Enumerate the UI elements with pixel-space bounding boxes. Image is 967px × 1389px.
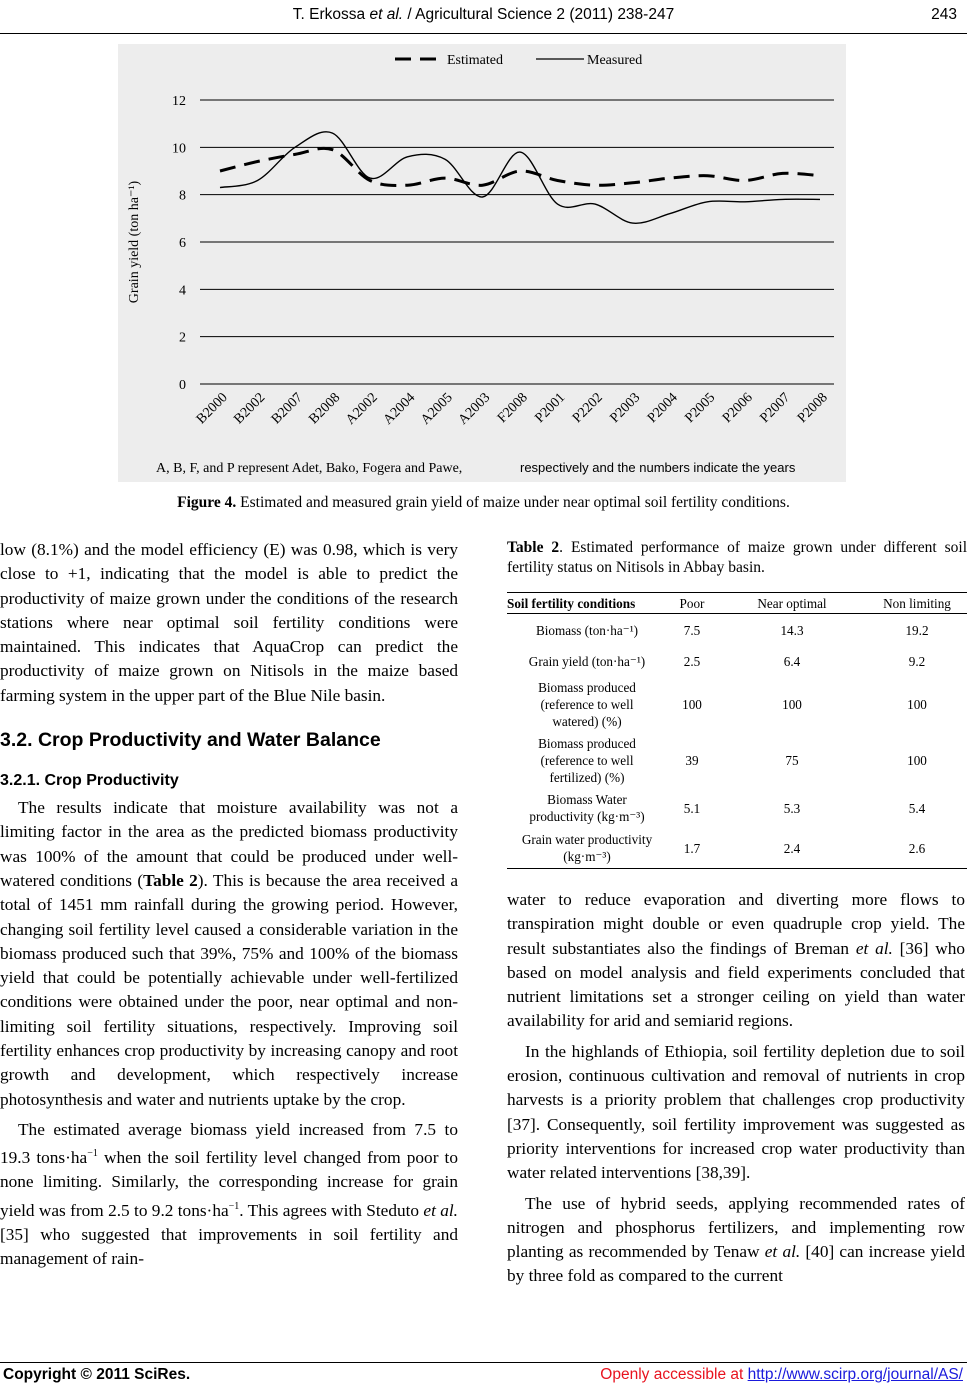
figure-caption: Figure 4. Estimated and measured grain yield of maize under near optimal soil fertility conditions. (177, 494, 790, 511)
paragraph: The use of hybrid seeds, applying recommended rates of nitrogen and phosphorus fertilizers, and implementing row planting as recommended by Tenaw et al. [40] can increase yield by three fold as compared to the current (507, 1193, 965, 1286)
paragraph: The estimated average biomass yield increased from 7.5 to 19.3 $tons\cdot ha^{-1}$ when the soil fertility level changed from poor to none limiting. Similarly, the corresponding increase for grain yield was from 2.5 to 9.2 $tons\cdot ha^{-1}$. This agrees with Steduto et al. [35] who suggested that improvements in soil fertility and management of rain- (0, 1119, 459, 1268)
x-tick-label: P2005 (682, 390, 719, 427)
figure-note: respectively and the numbers indicate the years (520, 460, 796, 475)
x-tick-label: B2002 (231, 390, 269, 428)
table-row: Grain yield (ton·ha⁻¹) 2.5 6.4 9.2 (528, 653, 926, 669)
legend-label-measured: Measured (587, 53, 643, 68)
y-tick-label: 10 (172, 141, 186, 157)
header-rule (0, 33, 967, 34)
access-note: Openly accessible at http://www.scirp.org/journal/AS/ (600, 1366, 963, 1383)
table-row: Biomass Water productivity (kg·m⁻³) 5.1 5.3 5.4 (529, 792, 926, 824)
figure-note: A, B, F, and P represent Adet, Bako, Fogera and Pawe, (156, 461, 463, 476)
running-title: T. Erkossa et al. / Agricultural Science 2 (2011) 238-247 (292, 6, 675, 23)
y-axis-label: Grain yield (ton ha⁻¹) (127, 180, 142, 304)
x-tick-label: A2004 (380, 390, 419, 428)
paragraph: water to reduce evaporation and diverting more flows to transpiration might double or even quadruple crop yield. The result substantiates also the findings of Breman et al. [36] who based on model analysis and field experiments concluded that nutrient limitations set a stronger ceiling on yield than water availability for arid and semiarid regions. (507, 890, 965, 1031)
footer-rule (0, 1362, 967, 1363)
x-tick-label: B2007 (268, 390, 306, 428)
section-heading: 3.2. Crop Productivity and Water Balance (0, 729, 381, 752)
grain-yield-chart (118, 44, 846, 482)
journal-link[interactable]: http://www.scirp.org/journal/AS/ (747, 1366, 963, 1383)
column-header: Near optimal (757, 595, 827, 611)
paragraph: low (8.1%) and the model efficiency (E) was 0.98, which is very close to +1, indicating that the model is able to predict the productivity of maize grown under the conditions of the research stations where near optimal soil fertility conditions were maintained. This indicates that AquaCrop can predict the productivity of maize grown on Nitisols in the maize based farming system in the upper part of the Blue Nile basin. (0, 540, 458, 705)
x-tick-label: P2202 (569, 390, 606, 427)
paragraph: The results indicate that moisture availability was not a limiting factor in the area as the predicted biomass productivity was 100% of the amount that could be produced under well-watered conditions (Table 2). This is because the area received a total of 1451 mm rainfall during the growing period. However, changing soil fertility level caused a considerable variation in the biomass produced such that 39%, 75% and 100% of the biomass yield that could be potentially achievable under well-fertilized conditions were obtained under the poor, near optimal and non-limiting soil fertility situations, respectively. Improving soil fertility enhances crop productivity by increasing canopy and root growth and development, which respectively increase photosynthesis and water and nutrients uptake by the crop. (0, 798, 458, 1109)
table-caption: Table 2. Estimated performance of maize grown under different soil fertility status on Nitisols in Abbay basin. (507, 539, 967, 576)
x-tick-label: A2003 (455, 390, 494, 428)
x-tick-label: P2008 (794, 390, 831, 427)
x-tick-label: A2002 (343, 390, 381, 428)
right-column (507, 888, 965, 1289)
x-tick-label: P2006 (719, 390, 756, 427)
x-tick-label: P2001 (532, 390, 569, 427)
x-tick-label: B2008 (306, 390, 344, 428)
x-tick-label: P2003 (607, 390, 644, 427)
table-2 (507, 592, 967, 869)
x-tick-label: P2004 (644, 390, 681, 427)
left-column (0, 538, 458, 1271)
y-tick-label: 6 (179, 236, 186, 251)
table-row: Biomass produced (reference to well fertilized) (%) 39 75 100 (538, 735, 927, 785)
figure-4 (118, 44, 846, 482)
table-row: Biomass produced (reference to well watered) (%) 100 100 100 (538, 679, 927, 729)
column-header: Poor (679, 595, 705, 611)
subsection-heading: 3.2.1. Crop Productivity (0, 772, 179, 790)
column-header: Non limiting (883, 595, 951, 611)
x-tick-label: P2007 (757, 390, 794, 427)
table-row: Biomass (ton·ha⁻¹) 7.5 14.3 19.2 (535, 622, 929, 638)
table-row: Grain water productivity (kg·m⁻³) 1.7 2.4 2.6 (521, 832, 926, 864)
table-reference: Table 2 (143, 870, 198, 890)
x-tick-label: B2000 (193, 390, 231, 428)
table-header-row (507, 593, 967, 614)
y-tick-label: 4 (179, 283, 186, 299)
page-footer (0, 1362, 967, 1388)
copyright: Copyright © 2011 SciRes. (3, 1366, 191, 1383)
legend-label-estimated: Estimated (447, 53, 503, 68)
y-tick-label: 12 (172, 94, 186, 109)
y-tick-label: 8 (179, 188, 186, 204)
paragraph: In the highlands of Ethiopia, soil fertility depletion due to soil erosion, continuous cultivation and removal of nutrients in crop harvests is a priority problem that challenges crop productivity [37]. Consequently, soil fertility improvement was suggested as priority interventions for increased crop water productivity than water related interventions [38,39]. (507, 1041, 965, 1183)
y-tick-label: 0 (179, 378, 186, 393)
running-header (0, 6, 967, 28)
series-line-estimated (220, 148, 820, 185)
x-tick-label: F2008 (494, 390, 531, 427)
x-tick-label: A2005 (418, 390, 456, 428)
y-tick-label: 2 (179, 330, 186, 346)
page-number: 243 (931, 6, 957, 23)
column-header: Soil fertility conditions (507, 595, 636, 611)
